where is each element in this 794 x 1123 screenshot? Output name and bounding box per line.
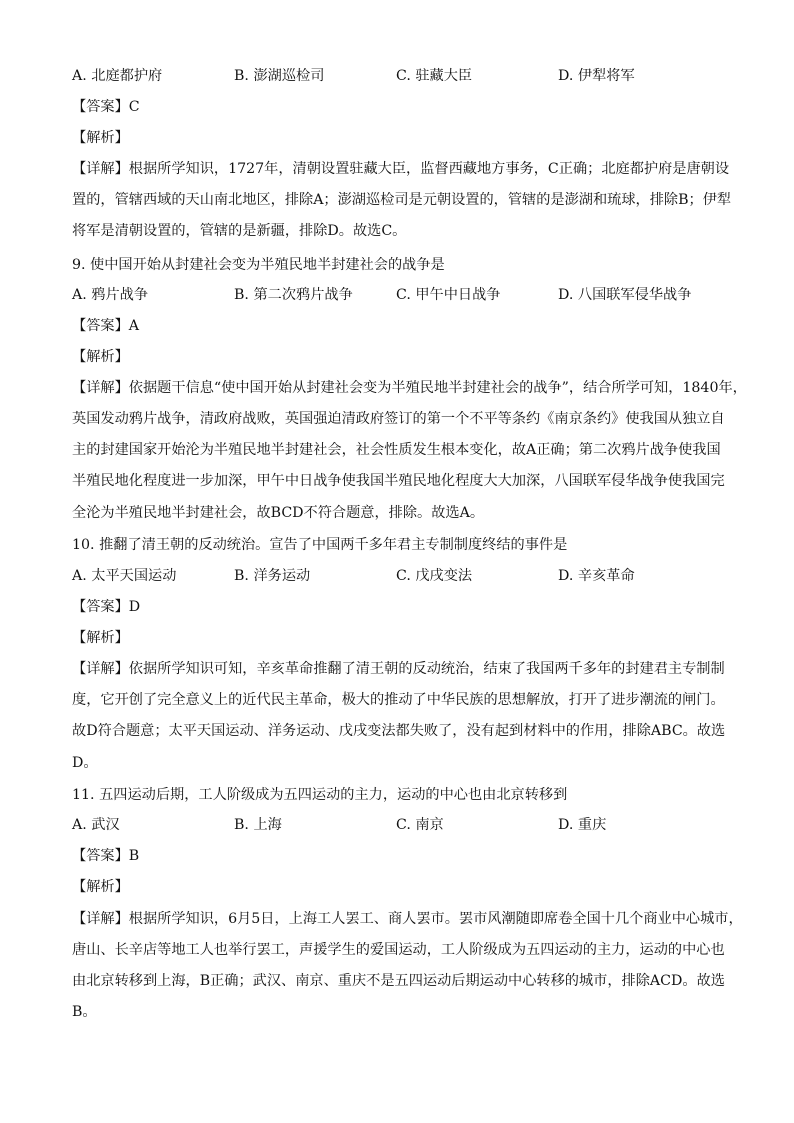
q11-option-c: C. 南京 (396, 817, 444, 833)
q8-detail-line: 将军是清朝设置的，管辖的是新疆，排除D。故选C。 (72, 223, 407, 239)
q8-option-b: B. 澎湖巡检司 (234, 68, 325, 84)
q8-option-a: A. 北庭都护府 (72, 68, 163, 84)
q11-detail-line: 唐山、长辛店等地工人也举行罢工，声援学生的爱国运动，工人阶级成为五四运动的主力，运动的中心也 (72, 942, 725, 958)
q11-detail-line: 【详解】根据所学知识，6月5日，上海工人罢工、商人罢市。罢市风潮随即席卷全国十几个商业中心城市， (72, 911, 743, 927)
q8-detail-line: 置的，管辖西域的天山南北地区，排除A；澎湖巡检司是元朝设置的，管辖的是澎湖和琉球，排除B；伊犁 (72, 192, 732, 208)
q9-question: 9. 使中国开始从封建社会变为半殖民地半封建社会的战争是 (72, 257, 445, 273)
q10-option-a: A. 太平天国运动 (72, 568, 177, 584)
q9-option-b: B. 第二次鸦片战争 (234, 287, 353, 303)
q9-analysis-label: 【解析】 (72, 349, 129, 365)
q10-option-c: C. 戊戌变法 (396, 568, 473, 584)
q11-option-a: A. 武汉 (72, 817, 120, 833)
q10-detail-line: D。 (72, 755, 98, 771)
q11-option-b: B. 上海 (234, 817, 282, 833)
q10-detail-line: 【详解】依据所学知识可知，辛亥革命推翻了清王朝的反动统治，结束了我国两千多年的封建君主专制制 (72, 661, 725, 677)
q8-answer: 【答案】C (72, 99, 140, 115)
q10-options (72, 567, 722, 585)
q8-option-d: D. 伊犁将军 (558, 68, 635, 84)
q10-detail-line: 故D符合题意；太平天国运动、洋务运动、戊戌变法都失败了，没有起到材料中的作用，排除ABC。故选 (72, 723, 726, 739)
q11-option-d: D. 重庆 (558, 817, 607, 833)
q8-analysis-label: 【解析】 (72, 130, 129, 146)
q9-options (72, 286, 722, 304)
q11-question: 11. 五四运动后期，工人阶级成为五四运动的主力，运动的中心也由北京转移到 (72, 787, 568, 803)
q11-options (72, 816, 722, 834)
q9-detail-line: 半殖民地化程度进一步加深，甲午中日战争使我国半殖民地化程度大大加深，八国联军侵华战争使我国完 (72, 473, 725, 489)
q10-option-b: B. 洋务运动 (234, 568, 311, 584)
q11-analysis-label: 【解析】 (72, 879, 129, 895)
q8-detail-line: 【详解】根据所学知识，1727年，清朝设置驻藏大臣，监督西藏地方事务，C正确；北庭都护府是唐朝设 (72, 161, 730, 177)
q11-detail-line: 由北京转移到上海，B正确；武汉、南京、重庆不是五四运动后期运动中心转移的城市，排除ACD。故选 (72, 973, 725, 989)
q9-option-c: C. 甲午中日战争 (396, 287, 501, 303)
q9-detail-line: 英国发动鸦片战争，清政府战败，英国强迫清政府签订的第一个不平等条约《南京条约》使我国从独立自 (72, 411, 725, 427)
q8-options (72, 67, 722, 85)
q10-detail-line: 度，它开创了完全意义上的近代民主革命，极大的推动了中华民族的思想解放，打开了进步潮流的闸门。 (72, 692, 725, 708)
q11-answer: 【答案】B (72, 848, 140, 864)
q9-answer: 【答案】A (72, 318, 139, 334)
q9-detail-line: 【详解】依据题干信息“使中国开始从封建社会变为半殖民地半封建社会的战争”，结合所学可知，1840年， (72, 380, 747, 396)
q11-detail-line: B。 (72, 1004, 97, 1020)
q9-detail-line: 主的封建国家开始沦为半殖民地半封建社会，社会性质发生根本变化，故A正确；第二次鸦片战争使我国 (72, 442, 721, 458)
q8-option-c: C. 驻藏大臣 (396, 68, 473, 84)
q9-option-a: A. 鸦片战争 (72, 287, 149, 303)
q10-analysis-label: 【解析】 (72, 630, 129, 646)
q10-answer: 【答案】D (72, 599, 141, 615)
q9-detail-line: 全沦为半殖民地半封建社会，故BCD不符合题意，排除。故选A。 (72, 505, 485, 521)
q9-option-d: D. 八国联军侵华战争 (558, 287, 692, 303)
q10-question: 10. 推翻了清王朝的反动统治。宣告了中国两千多年君主专制制度终结的事件是 (72, 537, 568, 553)
q10-option-d: D. 辛亥革命 (558, 568, 635, 584)
